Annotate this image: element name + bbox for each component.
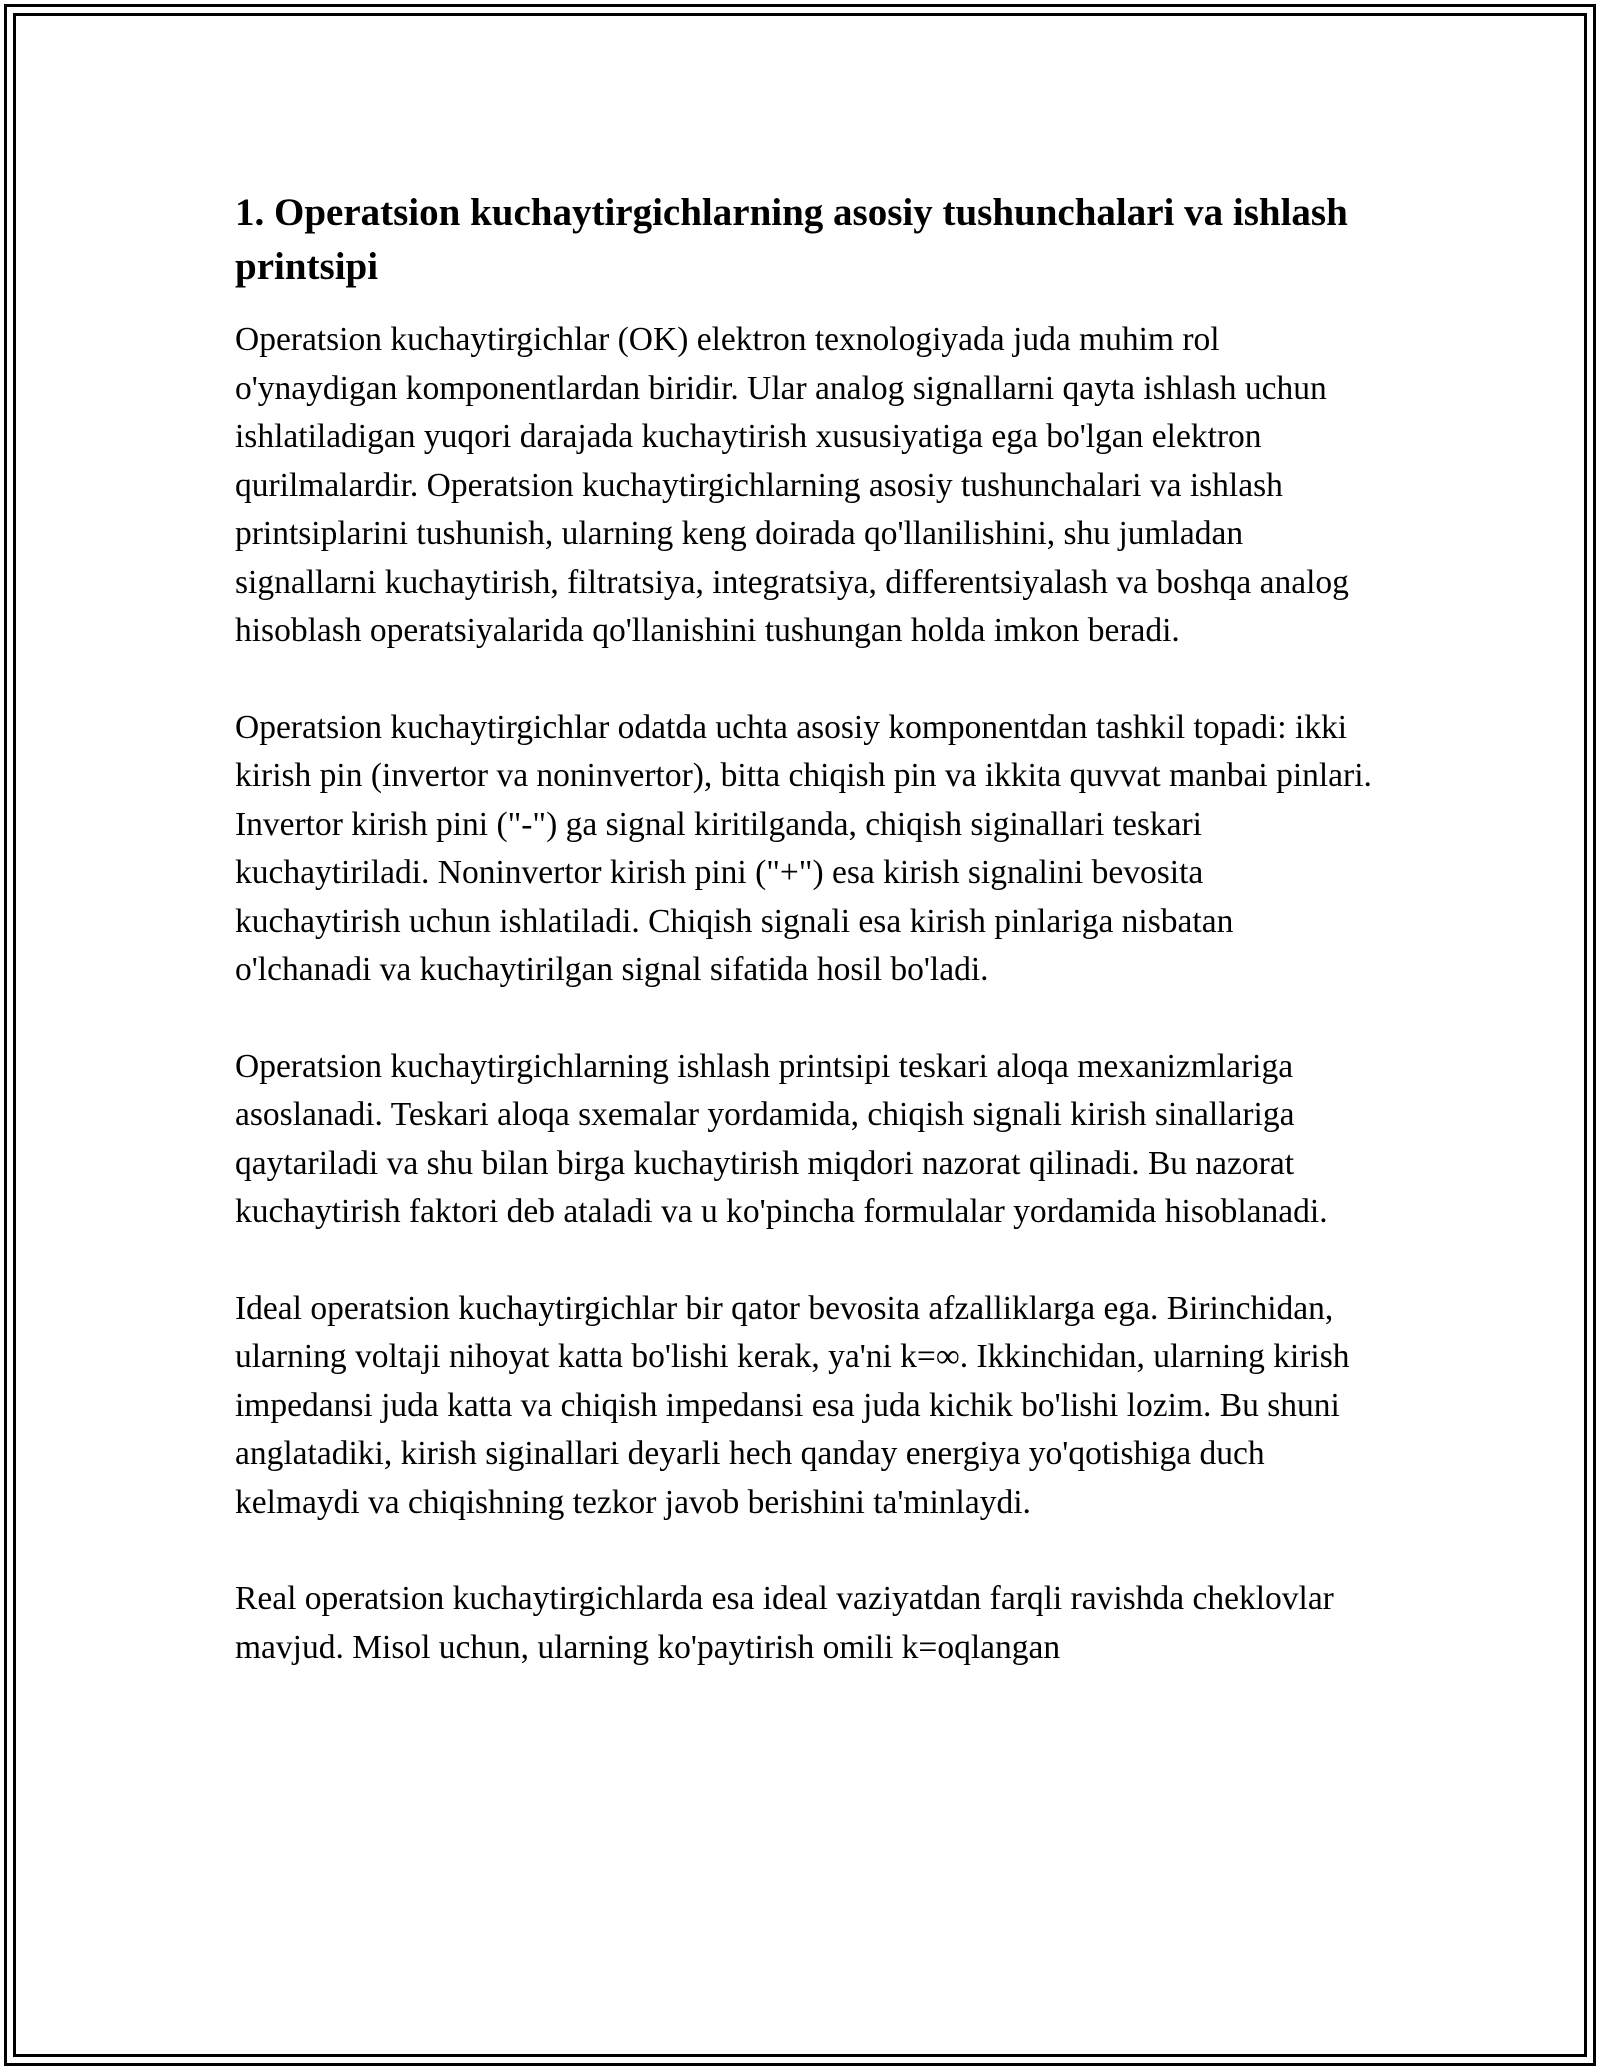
- paragraph-intro: Operatsion kuchaytirgichlar (OK) elektron texnologiyada juda muhim rol o'ynaydigan komponentlardan biridir. Ular analog signallarni qayta ishlash uchun ishlatiladigan yuqori darajada kuchaytirish xususiyatiga ega bo'lgan elektron qurilmalardir. Operatsion kuchaytirgichlarning asosiy tushunchalari va ishlash printsiplarini tushunish, ularning keng doirada qo'llanilishini, shu jumladan signallarni kuchaytirish, filtratsiya, integratsiya, differentsiyalash va boshqa analog hisoblash operatsiyalarida qo'llanishini tushungan holda imkon beradi.: [235, 321, 1349, 649]
- paragraph-ideal: Ideal operatsion kuchaytirgichlar bir qator bevosita afzalliklarga ega. Birinchidan, ularning voltaji nihoyat katta bo'lishi kerak, ya'ni k=∞. Ikkinchidan, ularning kirish impedansi juda katta va chiqish impedansi esa juda kichik bo'lishi lozim. Bu shuni anglatadiki, kirish siginallari deyarli hech qanday energiya yo'qotishiga duch kelmaydi va chiqishning tezkor javob berishini ta'minlaydi.: [235, 1289, 1350, 1521]
- paragraph-real: Real operatsion kuchaytirgichlarda esa ideal vaziyatdan farqli ravishda cheklovlar mavjud. Misol uchun, ularning ko'paytirish omili k=oqlangan: [235, 1580, 1334, 1666]
- section-title: 1. Operatsion kuchaytirgichlarning asosiy tushunchalari va ishlash printsipi: [235, 191, 1348, 288]
- paragraph-feedback: Operatsion kuchaytirgichlarning ishlash printsipi teskari aloqa mexanizmlariga asoslanadi. Teskari aloqa sxemalar yordamida, chiqish signali kirish sinallariga qaytariladi va shu bilan birga kuchaytirish miqdori nazorat qilinadi. Bu nazorat kuchaytirish faktori deb ataladi va u ko'pincha formulalar yordamida hisoblanadi.: [235, 1047, 1328, 1230]
- document-body: [235, 186, 1375, 1720]
- paragraph-components: Operatsion kuchaytirgichlar odatda uchta asosiy komponentdan tashkil topadi: ikki kirish pin (invertor va noninvertor), bitta chiqish pin va ikkita quvvat manbai pinlari. Invertor kirish pini ("-") ga signal kiritilganda, chiqish siginallari teskari kuchaytiriladi. Noninvertor kirish pini ("+") esa kirish signalini bevosita kuchaytirish uchun ishlatiladi. Chiqish signali esa kirish pinlariga nisbatan o'lchanadi va kuchaytirilgan signal sifatida hosil bo'ladi.: [235, 708, 1372, 988]
